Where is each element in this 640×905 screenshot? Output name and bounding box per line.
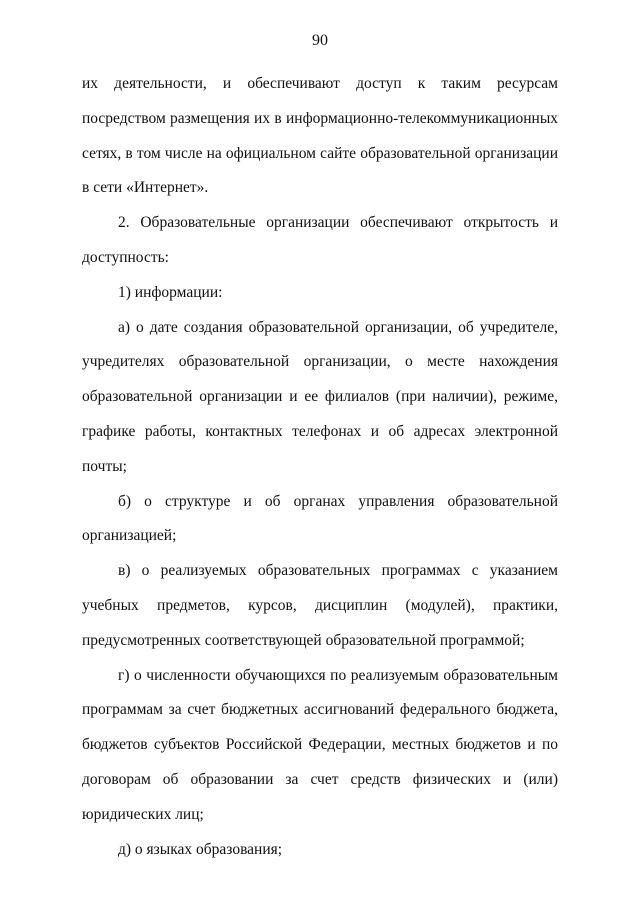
paragraph-item-v: в) о реализуемых образовательных программах с указанием учебных предметов, курсов, дисциплин (модулей), практики, предусмотренных соответствующей образовательной программой; — [82, 562, 558, 649]
paragraph-item-b: б) о структуре и об органах управления образовательной организацией; — [82, 492, 558, 545]
paragraph-item-d: д) о языках образования; — [118, 840, 283, 858]
document-body — [82, 67, 558, 867]
page-number: 90 — [312, 32, 328, 49]
paragraph-item-2: 2. Образовательные организации обеспечивают открытость и доступность: — [82, 214, 558, 266]
paragraph-item-2-1: 1) информации: — [118, 283, 223, 301]
paragraph-continuation: их деятельности, и обеспечивают доступ к таким ресурсам посредством размещения их в информационно-телекоммуникационных сетях, в том числе на официальном сайте образовательной организации в сети «Интернет». — [82, 75, 558, 197]
paragraph-item-a: а) о дате создания образовательной организации, об учредителе, учредителях образовательной организации, о месте нахождения образовательной организации и ее филиалов (при наличии), режиме, графике работы, контактных телефонах и об адресах электронной почты; — [82, 318, 558, 475]
paragraph-item-g: г) о численности обучающихся по реализуемым образовательным программам за счет бюджетных ассигнований федерального бюджета, бюджетов субъектов Российской Федерации, местных бюджетов и по договорам об образовании за счет средств физических и (или) юридических лиц; — [82, 666, 558, 823]
